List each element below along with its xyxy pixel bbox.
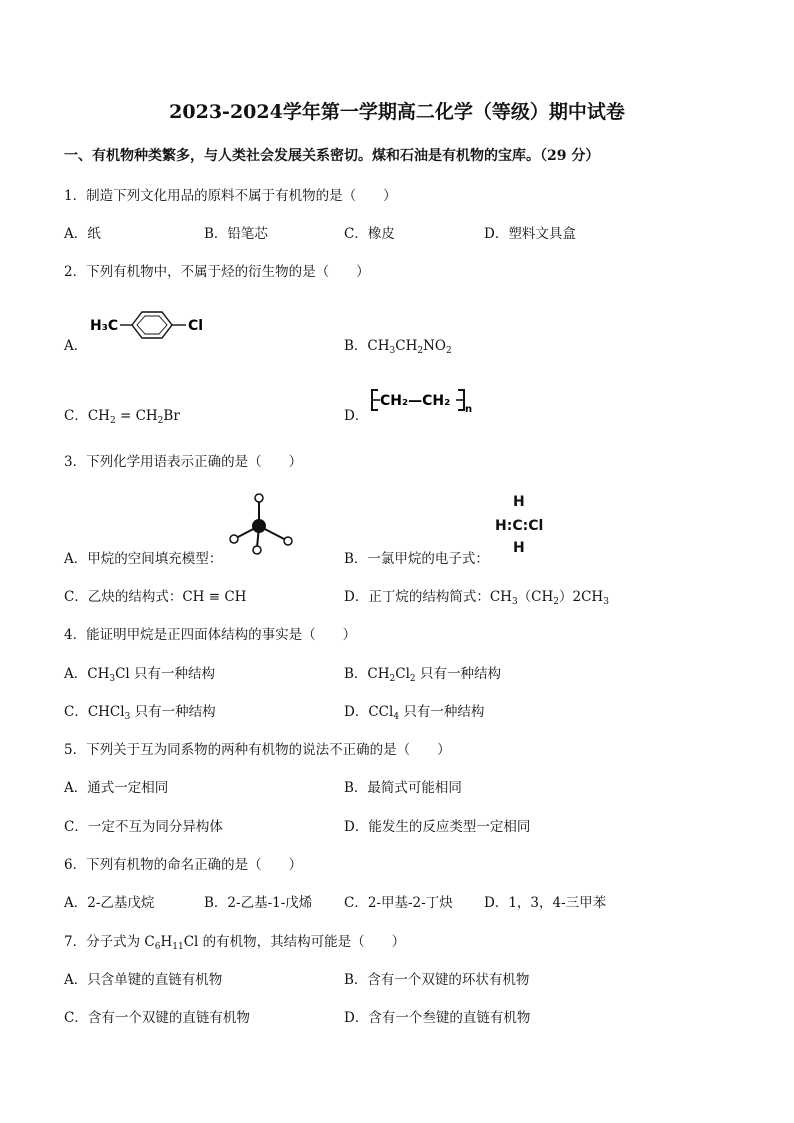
structure-label-h3c: H₃C <box>90 318 119 334</box>
q7-option-d: D．含有一个叁键的直链有机物 <box>344 1010 531 1026</box>
q1-option-b: B．铅笔芯 <box>204 226 268 242</box>
q1-option-c: C．橡皮 <box>344 226 395 242</box>
q4-option-c: C．CHCl$_3$ 只有一种结构 <box>64 704 216 722</box>
section-heading: 一、有机物种类繁多，与人类社会发展关系密切。煤和石油是有机物的宝库。（29 分） <box>64 148 600 164</box>
q2-option-d: D． <box>344 408 369 424</box>
q6-option-c: C．2-甲基-2-丁炔 <box>344 895 453 911</box>
toluene-chloride-structure <box>88 305 218 345</box>
question-2-stem: 2．下列有机物中，不属于烃的衍生物的是（ ） <box>64 264 370 280</box>
q2-option-a: A． <box>64 338 88 354</box>
question-6-stem: 6．下列有机物的命名正确的是（ ） <box>64 857 303 873</box>
q5-option-a: A．通式一定相同 <box>64 780 169 796</box>
electron-formula-h-bottom: H <box>513 540 525 556</box>
q3-option-c: C．乙炔的结构式：CH ≡ CH <box>64 589 247 605</box>
q1-option-d: D．塑料文具盒 <box>484 226 576 242</box>
q7-option-a: A．只含单键的直链有机物 <box>64 972 223 988</box>
electron-formula-h-top: H <box>513 494 525 510</box>
q5-option-c: C．一定不互为同分异构体 <box>64 819 223 835</box>
question-4-stem: 4．能证明甲烷是正四面体结构的事实是（ ） <box>64 627 357 643</box>
question-1-stem: 1．制造下列文化用品的原料不属于有机物的是（ ） <box>64 188 397 204</box>
q6-option-a: A．2-乙基戊烷 <box>64 895 155 911</box>
q7-option-c: C．含有一个双键的直链有机物 <box>64 1010 250 1026</box>
q4-option-a: A．$CH_3Cl$ 只有一种结构 <box>64 666 216 684</box>
q3-option-b: B．一氯甲烷的电子式： <box>344 551 489 567</box>
methane-ball-model-icon <box>226 488 296 558</box>
q5-option-d: D．能发生的反应类型一定相同 <box>344 819 531 835</box>
q6-option-b: B．2-乙基-1-戊烯 <box>204 895 313 911</box>
q3-option-d: D．正丁烷的结构简式：$CH_3(CH_2)2CH_3$ <box>344 589 609 607</box>
question-5-stem: 5．下列关于互为同系物的两种有机物的说法不正确的是（ ） <box>64 742 451 758</box>
page-title: 2023-2024学年第一学期高二化学（等级）期中试卷 <box>169 101 625 123</box>
question-7-stem: 7．分子式为 $C_6H_{11}Cl$ 的有机物，其结构可能是（ ） <box>64 934 406 952</box>
q1-option-a: A．纸 <box>64 226 101 242</box>
polyethylene-structure <box>370 386 480 414</box>
q2-option-c: C．$CH_2 = CH_2Br$ <box>64 408 180 426</box>
structure-label-cl: Cl <box>188 318 204 334</box>
q7-option-b: B．含有一个双键的环状有机物 <box>344 972 530 988</box>
q5-option-b: B．最简式可能相同 <box>344 780 462 796</box>
q4-option-b: B．$CH_2Cl_2$ 只有一种结构 <box>344 666 501 684</box>
q4-option-d: D．CCl$_4$ 只有一种结构 <box>344 704 485 722</box>
q3-option-a: A．甲烷的空间填充模型： <box>64 551 223 567</box>
question-3-stem: 3．下列化学用语表示正确的是（ ） <box>64 454 303 470</box>
structure-label-repeat-unit: CH₂—CH₂ <box>380 393 451 409</box>
electron-formula-middle: H:C:Cl <box>495 518 544 534</box>
q6-option-d: D．1，3，4-三甲苯 <box>484 895 607 911</box>
q2-option-b: B．$CH_3CH_2NO_2$ <box>344 338 452 356</box>
structure-label-n: n <box>465 404 473 414</box>
